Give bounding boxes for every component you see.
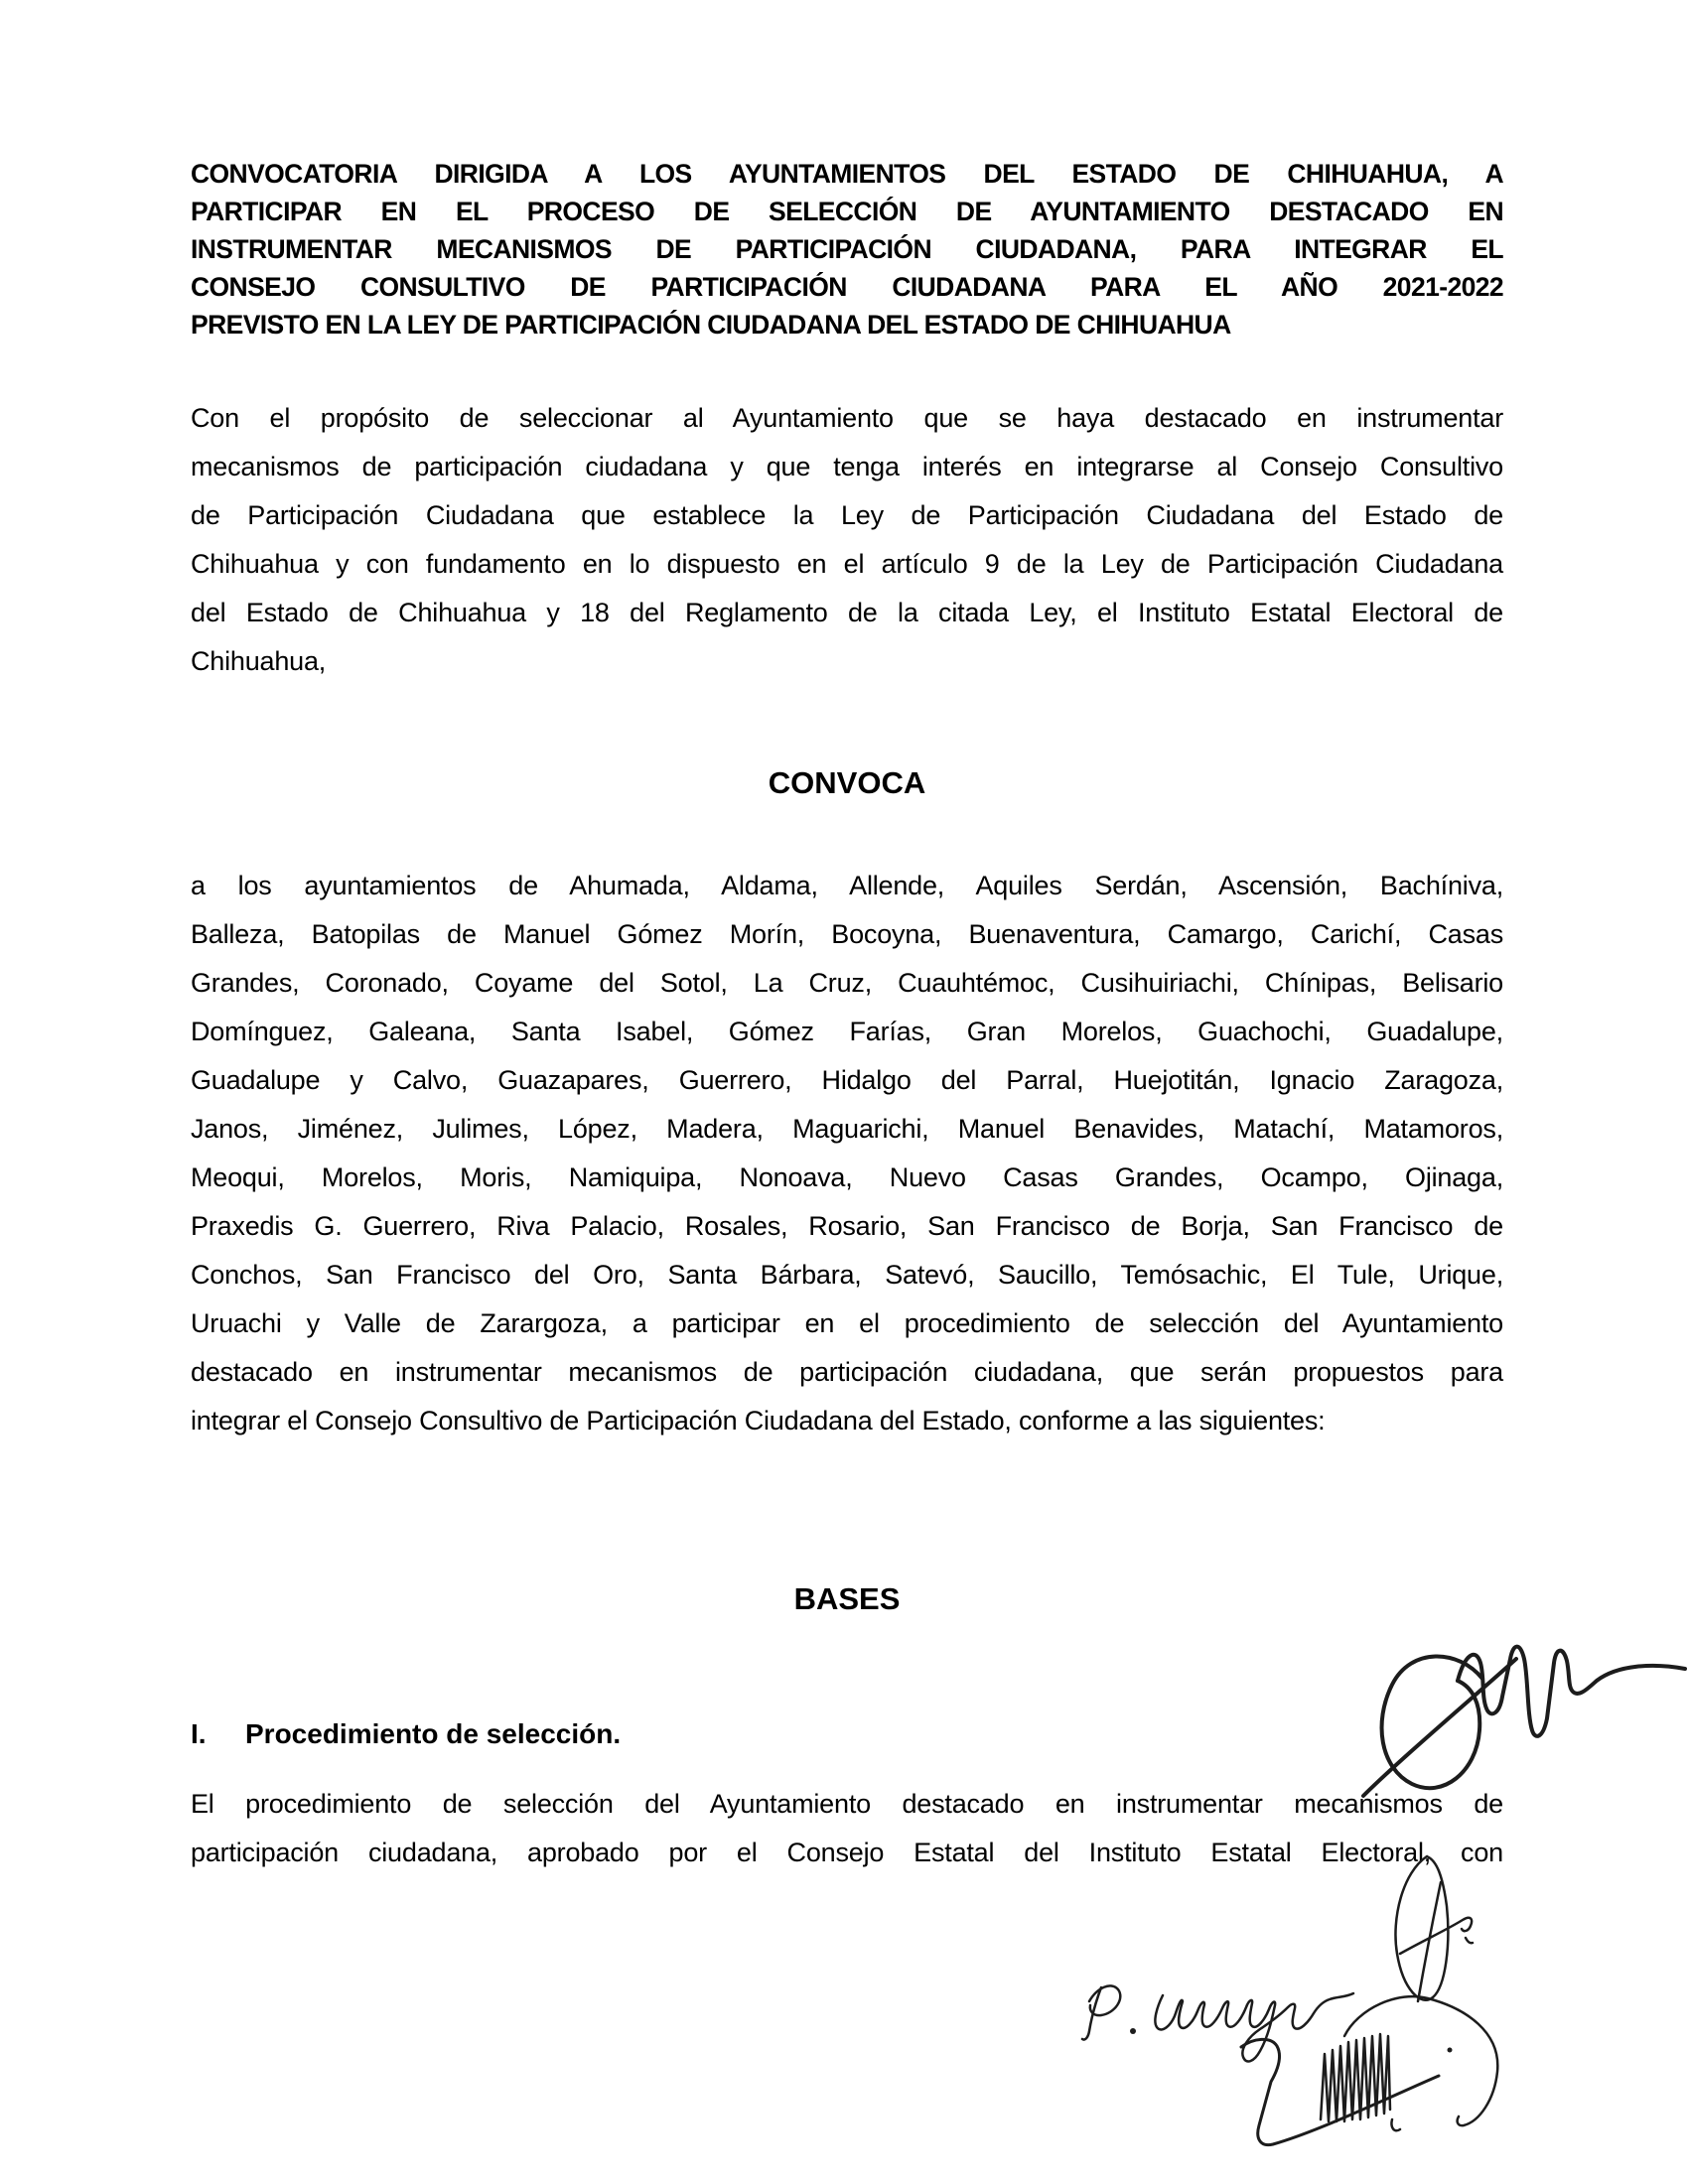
- text-line: Con el propósito de seleccionar al Ayuntamiento que se haya destacado en instrumentar: [191, 403, 1503, 433]
- text-line: Conchos, San Francisco del Oro, Santa Bárbara, Satevó, Saucillo, Temósachic, El Tule, Urique,: [191, 1260, 1503, 1290]
- title-line: CONSEJO CONSULTIVO DE PARTICIPACIÓN CIUDADANA PARA EL AÑO 2021-2022: [191, 272, 1503, 302]
- text-line: participación ciudadana, aprobado por el Consejo Estatal del Instituto Estatal Electoral, con: [191, 1838, 1503, 1867]
- title-line: INSTRUMENTAR MECANISMOS DE PARTICIPACIÓN CIUDADANA, PARA INTEGRAR EL: [191, 234, 1503, 264]
- text-line: de Participación Ciudadana que establece la Ley de Participación Ciudadana del Estado de: [191, 500, 1503, 530]
- text-line: Balleza, Batopilas de Manuel Gómez Morín, Bocoyna, Buenaventura, Camargo, Carichí, Casas: [191, 919, 1503, 949]
- text-line: Praxedis G. Guerrero, Riva Palacio, Rosales, Rosario, San Francisco de Borja, San Francisco de: [191, 1211, 1503, 1241]
- text-line: a los ayuntamientos de Ahumada, Aldama, Allende, Aquiles Serdán, Ascensión, Bachíniva,: [191, 871, 1503, 900]
- bases-heading: BASES: [793, 1581, 901, 1616]
- title-line: PARTICIPAR EN EL PROCESO DE SELECCIÓN DE AYUNTAMIENTO DESTACADO EN: [191, 197, 1503, 226]
- text-line: Grandes, Coronado, Coyame del Sotol, La Cruz, Cuauhtémoc, Cusihuiriachi, Chínipas, Belisario: [191, 968, 1503, 998]
- flourish-scribble-icon: [1219, 1971, 1517, 2164]
- intro-paragraph: [191, 394, 1503, 686]
- convoca-heading: CONVOCA: [768, 765, 926, 800]
- text-line: Meoqui, Morelos, Moris, Namiquipa, Nonoava, Nuevo Casas Grandes, Ocampo, Ojinaga,: [191, 1162, 1503, 1192]
- text-line: del Estado de Chihuahua y 18 del Reglamento de la citada Ley, el Instituto Estatal Electoral de: [191, 598, 1503, 627]
- text-line: Domínguez, Galeana, Santa Isabel, Gómez Farías, Gran Morelos, Guachochi, Guadalupe,: [191, 1017, 1503, 1046]
- text-line: Chihuahua y con fundamento en lo dispuesto en el artículo 9 de la Ley de Participación Ciudadana: [191, 549, 1503, 579]
- section-title: Procedimiento de selección.: [245, 1718, 622, 1749]
- text-line: Janos, Jiménez, Julimes, López, Madera, Maguarichi, Manuel Benavides, Matachí, Matamoros,: [191, 1114, 1503, 1144]
- text-line: Guadalupe y Calvo, Guazapares, Guerrero, Hidalgo del Parral, Huejotitán, Ignacio Zaragoza,: [191, 1065, 1503, 1095]
- text-line: El procedimiento de selección del Ayuntamiento destacado en instrumentar mecanismos de: [191, 1789, 1503, 1819]
- text-line: mecanismos de participación ciudadana y que tenga interés en integrarse al Consejo Consultivo: [191, 452, 1503, 481]
- document-title: [191, 155, 1503, 343]
- municipios-paragraph: [191, 862, 1503, 1445]
- text-line: Chihuahua,: [191, 646, 327, 676]
- body-paragraph: [191, 1780, 1503, 1877]
- text-line: destacado en instrumentar mecanismos de participación ciudadana, que serán propuestos para: [191, 1357, 1503, 1387]
- text-line: integrar el Consejo Consultivo de Participación Ciudadana del Estado, conforme a las siguientes:: [191, 1406, 1326, 1435]
- section-heading: [191, 1715, 1503, 1753]
- title-line: CONVOCATORIA DIRIGIDA A LOS AYUNTAMIENTOS DEL ESTADO DE CHIHUAHUA, A: [191, 159, 1503, 189]
- title-line: PREVISTO EN LA LEY DE PARTICIPACIÓN CIUDADANA DEL ESTADO DE CHIHUAHUA: [191, 310, 1231, 340]
- signature-icon: [1355, 1603, 1688, 1802]
- section-number: I.: [191, 1718, 207, 1749]
- text-line: Uruachi y Valle de Zarargoza, a participar en el procedimiento de selección del Ayuntamiento: [191, 1308, 1503, 1338]
